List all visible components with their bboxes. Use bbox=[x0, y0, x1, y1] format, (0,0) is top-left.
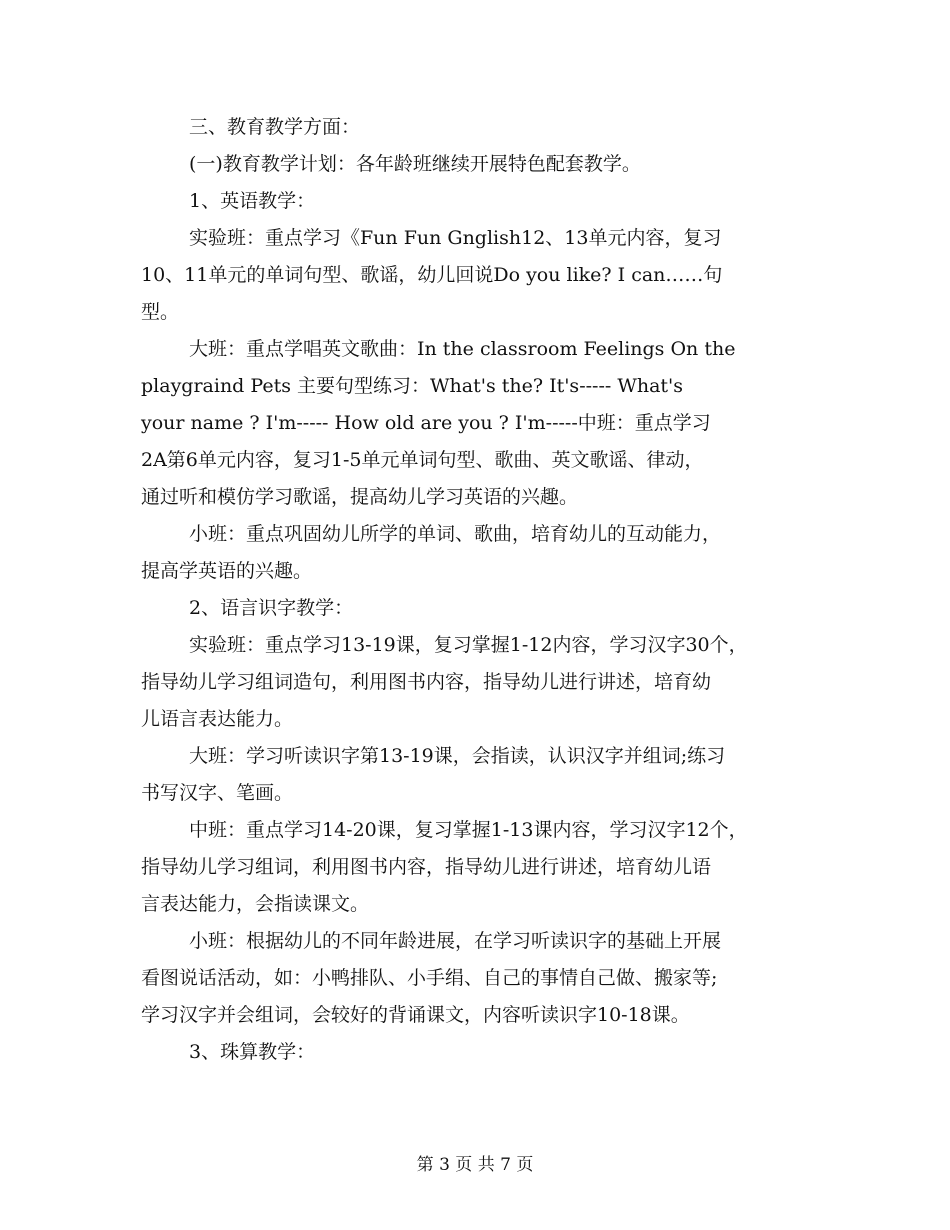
paragraph-line: 小班：根据幼儿的不同年龄进展，在学习听读识字的基础上开展 bbox=[189, 930, 722, 952]
subsection-heading: (一)教育教学计划：各年龄班继续开展特色配套教学。 bbox=[189, 153, 641, 175]
paragraph-line: 实验班：重点学习13-19课，复习掌握1-12内容，学习汉字30个， bbox=[189, 634, 748, 656]
paragraph-line: playgraind Pets 主要句型练习：What's the? It's----- What's bbox=[141, 375, 684, 397]
item-heading-literacy: 2、语言识字教学： bbox=[189, 597, 354, 619]
section-heading: 三、教育教学方面： bbox=[189, 116, 361, 138]
paragraph-line: 提高学英语的兴趣。 bbox=[141, 560, 313, 582]
item-heading-english: 1、英语教学： bbox=[189, 190, 316, 212]
paragraph-line: 中班：重点学习14-20课，复习掌握1-13课内容，学习汉字12个， bbox=[189, 819, 748, 841]
paragraph-line: 指导幼儿学习组词，利用图书内容，指导幼儿进行讲述，培育幼儿语 bbox=[141, 856, 712, 878]
paragraph-line: 大班：重点学唱英文歌曲：In the classroom Feelings On the bbox=[189, 338, 736, 360]
page-footer: 第 3 页 共 7 页 bbox=[416, 1155, 534, 1175]
paragraph-line: 小班：重点巩固幼儿所学的单词、歌曲，培育幼儿的互动能力， bbox=[189, 523, 722, 545]
paragraph-line: 看图说话活动，如：小鸭排队、小手绢、自己的事情自己做、搬家等; bbox=[141, 967, 718, 989]
paragraph-line: 实验班：重点学习《Fun Fun Gnglish12、13单元内容，复习 bbox=[189, 227, 722, 249]
paragraph-line: your name ? I'm----- How old are you ? I'm-----中班：重点学习 bbox=[141, 412, 711, 434]
paragraph-line: 言表达能力，会指读课文。 bbox=[141, 893, 370, 915]
paragraph-line: 10、11单元的单词句型、歌谣，幼儿回说Do you like? I can……句 bbox=[141, 264, 723, 286]
paragraph-line: 儿语言表达能力。 bbox=[141, 708, 294, 730]
paragraph-line: 大班：学习听读识字第13-19课，会指读，认识汉字并组词;练习 bbox=[189, 745, 726, 767]
paragraph-line: 书写汉字、笔画。 bbox=[141, 782, 294, 804]
paragraph-line: 2A第6单元内容，复习1-5单元单词句型、歌曲、英文歌谣、律动， bbox=[141, 449, 704, 471]
paragraph-line: 型。 bbox=[141, 301, 180, 323]
paragraph-line: 学习汉字并会组词，会较好的背诵课文，内容听读识字10-18课。 bbox=[141, 1004, 690, 1026]
paragraph-line: 指导幼儿学习组词造句，利用图书内容，指导幼儿进行讲述，培育幼 bbox=[141, 671, 712, 693]
item-heading-abacus: 3、珠算教学： bbox=[189, 1041, 316, 1063]
paragraph-line: 通过听和模仿学习歌谣，提高幼儿学习英语的兴趣。 bbox=[141, 486, 579, 508]
